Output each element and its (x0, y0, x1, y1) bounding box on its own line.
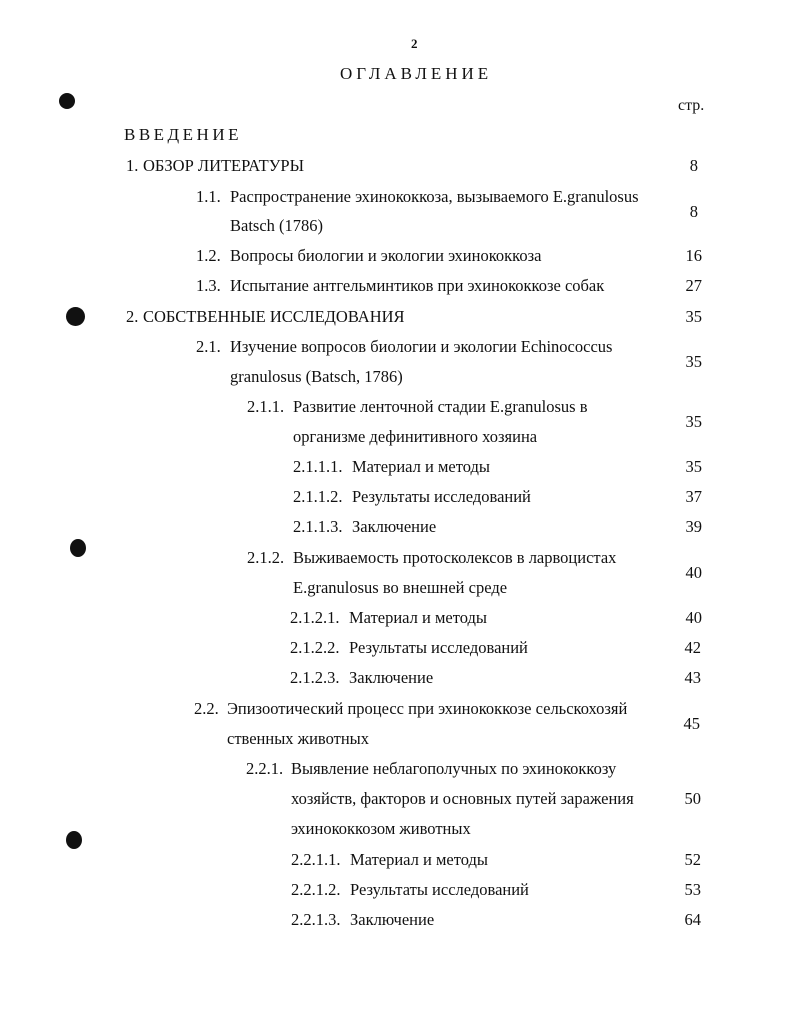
toc-entry-page: 27 (685, 276, 702, 295)
toc-entry-page: 16 (685, 246, 702, 265)
toc-entry-title-cont: организме дефинитивного хозяина (293, 427, 538, 446)
toc-entry-title: Материал и методы (350, 850, 488, 869)
toc-entry-title: Вопросы биологии и экологии эхинококкоза (230, 246, 542, 265)
toc-entry-number: 1. (126, 156, 139, 175)
toc-entry-page: 35 (685, 412, 702, 431)
toc-entry-number: 2.1.1. (247, 397, 285, 416)
toc-entry-number: 2.2.1.1. (291, 850, 341, 869)
toc-entry-title: Развитие ленточной стадии E.granulosus в (293, 397, 588, 416)
punch-hole-mark (59, 93, 75, 109)
toc-entry-title-cont: E.granulosus во внешней среде (293, 578, 508, 597)
toc-entry-page: 37 (685, 487, 702, 506)
toc-entry-title: Материал и методы (349, 608, 487, 627)
toc-entry-page: 40 (685, 563, 702, 582)
toc-entry-number: 2.1.2.3. (290, 668, 340, 687)
toc-entry-title: Результаты исследований (352, 487, 531, 506)
toc-entry-number: 2.1.1.3. (293, 517, 343, 536)
toc-entry-page: 35 (685, 457, 702, 476)
toc-entry-page: 64 (684, 910, 701, 929)
page-column-label: стр. (678, 97, 705, 114)
toc-entry-number: 2.2.1. (246, 759, 284, 778)
toc-entry-number: 2.1. (196, 337, 221, 356)
toc-entry-number: 2.1.2.1. (290, 608, 340, 627)
page-title: ОГЛАВЛЕНИЕ (340, 64, 493, 83)
toc-entry-title-cont: хозяйств, факторов и основных путей заражения (291, 789, 634, 808)
toc-entry-title: Заключение (352, 517, 437, 536)
toc-entry-title: Испытание антгельминтиков при эхинококкозе собак (230, 276, 605, 295)
toc-entry-title: Изучение вопросов биологии и экологии Echinococcus (230, 337, 613, 356)
toc-entry-title: Эпизоотический процесс при эхинококкозе сельскохозяй (227, 699, 628, 718)
toc-entry-title-cont: ственных животных (227, 729, 369, 748)
toc-entry-title: ОБЗОР ЛИТЕРАТУРЫ (143, 156, 304, 175)
introduction-heading: ВВЕДЕНИЕ (124, 125, 242, 144)
toc-entry-number: 2.2.1.3. (291, 910, 341, 929)
toc-entry-number: 2.2. (194, 699, 219, 718)
page-number: 2 (411, 36, 418, 51)
toc-entry-page: 39 (685, 517, 702, 536)
toc-entry-page: 8 (689, 156, 698, 175)
toc-entry-title: Заключение (350, 910, 435, 929)
toc-entry-page: 40 (685, 608, 702, 627)
toc-entry-number: 2.1.1.2. (293, 487, 343, 506)
toc-entry-title: Результаты исследований (349, 638, 528, 657)
toc-entry-page: 50 (684, 789, 701, 808)
toc-entry-number: 2.1.2.2. (290, 638, 340, 657)
toc-entry-title-cont: Batsch (1786) (230, 216, 324, 235)
toc-entry-page: 35 (685, 352, 702, 371)
toc-entry-page: 43 (684, 668, 701, 687)
toc-entry-title: Результаты исследований (350, 880, 529, 899)
toc-entry-page: 42 (684, 638, 701, 657)
toc-entry-title: Выявление неблагополучных по эхинококкозу (291, 759, 617, 778)
toc-entry-title-cont: granulosus (Batsch, 1786) (230, 367, 403, 386)
punch-hole-mark (66, 831, 82, 849)
toc-entry-number: 1.3. (196, 276, 221, 295)
toc-entry-page: 35 (685, 307, 702, 326)
toc-entry-number: 1.1. (196, 187, 221, 206)
toc-entry-title: Распространение эхинококкоза, вызываемого E.granulosus (230, 187, 639, 206)
toc-entry-title: Заключение (349, 668, 434, 687)
toc-entry-title-cont: эхинококкозом животных (291, 819, 471, 838)
toc-entry-number: 2.1.1.1. (293, 457, 343, 476)
toc-entry-page: 8 (689, 202, 698, 221)
toc-entry-page: 52 (684, 850, 701, 869)
toc-entry-number: 2. (126, 307, 139, 326)
toc-entry-number: 2.1.2. (247, 548, 285, 567)
toc-entry-number: 1.2. (196, 246, 221, 265)
toc-entry-title: Материал и методы (352, 457, 490, 476)
punch-hole-mark (70, 539, 86, 557)
punch-hole-mark (66, 307, 85, 326)
toc-entry-title: Выживаемость протосколексов в ларвоцистах (293, 548, 617, 567)
toc-entry-page: 53 (684, 880, 701, 899)
toc-entry-number: 2.2.1.2. (291, 880, 341, 899)
toc-entry-page: 45 (683, 714, 700, 733)
toc-entry-title: СОБСТВЕННЫЕ ИССЛЕДОВАНИЯ (143, 307, 405, 326)
